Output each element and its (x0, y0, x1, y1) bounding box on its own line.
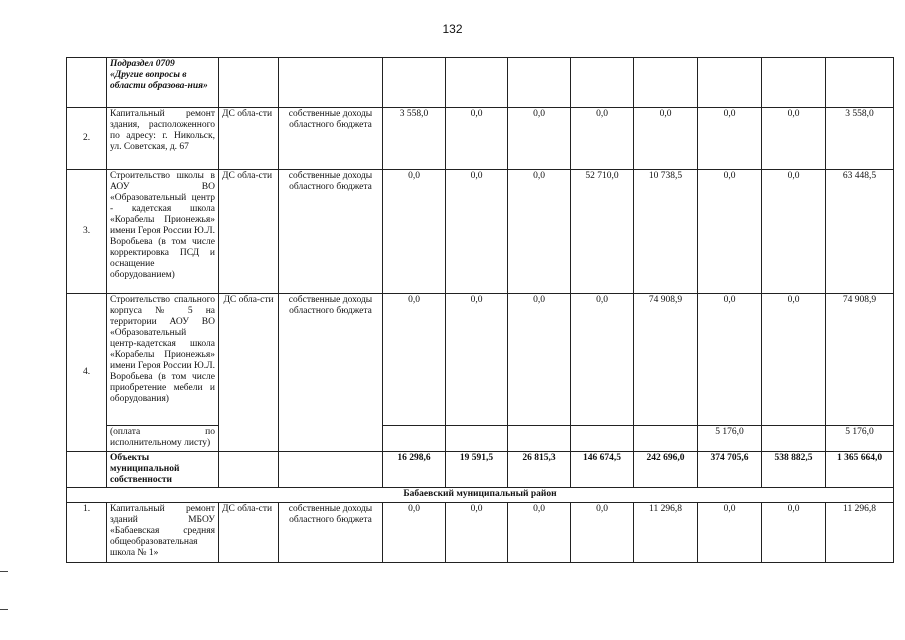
cell (826, 58, 894, 108)
value-cell: 11 296,8 (826, 503, 894, 563)
district-band-row (67, 488, 894, 503)
object-subname: (оплата по исполнительному листу) (107, 426, 219, 452)
value-cell (383, 426, 446, 452)
object-name: Строительство спального корпуса № 5 на территории АОУ ВО «Образовательный центр-кадетская школа «Корабелы Прионежья» имени Героя России Ю.Л. Воробьева (в том числе приобретение мебели и оборудования) (107, 294, 219, 426)
table-row (67, 503, 894, 563)
value-cell: 0,0 (446, 170, 508, 294)
row-number: 2. (67, 108, 107, 170)
value-cell: 0,0 (571, 108, 634, 170)
value-cell: 0,0 (634, 108, 698, 170)
funding-source: собственные доходы областного бюджета (279, 108, 383, 170)
value-cell: 5 176,0 (698, 426, 762, 452)
value-cell: 0,0 (508, 170, 571, 294)
value-cell: 11 296,8 (634, 503, 698, 563)
value-cell: 0,0 (508, 294, 571, 426)
object-name: Капитальный ремонт здания, расположенного по адресу: г. Никольск, ул. Советская, д. 67 (107, 108, 219, 170)
value-cell: 0,0 (698, 503, 762, 563)
value-cell (762, 426, 826, 452)
page-number: 132 (442, 22, 463, 36)
value-cell: 52 710,0 (571, 170, 634, 294)
customer: ДС обла-сти (219, 170, 279, 294)
total-value: 538 882,5 (762, 452, 826, 488)
table-subrow (67, 426, 894, 452)
cell (383, 58, 446, 108)
value-cell: 0,0 (446, 294, 508, 426)
cell (67, 452, 107, 488)
value-cell (508, 426, 571, 452)
cell (508, 58, 571, 108)
value-cell (446, 426, 508, 452)
customer: ДС обла-сти (219, 294, 279, 452)
value-cell: 3 558,0 (383, 108, 446, 170)
customer: ДС обла-сти (219, 108, 279, 170)
cell (634, 58, 698, 108)
cell (67, 58, 107, 108)
value-cell: 0,0 (762, 170, 826, 294)
total-label: Объекты муниципальной собственности (107, 452, 219, 488)
value-cell: 0,0 (383, 503, 446, 563)
row-number: 3. (67, 170, 107, 294)
budget-table (66, 57, 894, 563)
value-cell (571, 426, 634, 452)
subsection-title (107, 58, 219, 108)
value-cell: 0,0 (508, 108, 571, 170)
value-cell: 5 176,0 (826, 426, 894, 452)
value-cell: 63 448,5 (826, 170, 894, 294)
cell (446, 58, 508, 108)
value-cell: 3 558,0 (826, 108, 894, 170)
margin-mark (0, 571, 8, 572)
funding-source: собственные доходы областного бюджета (279, 503, 383, 563)
value-cell: 0,0 (698, 170, 762, 294)
cell (279, 452, 383, 488)
value-cell: 0,0 (383, 170, 446, 294)
table-row (67, 170, 894, 294)
total-value: 1 365 664,0 (826, 452, 894, 488)
customer: ДС обла-сти (219, 503, 279, 563)
subsection-code: Подраздел 0709 (110, 59, 175, 69)
cell (571, 58, 634, 108)
funding-source: собственные доходы областного бюджета (279, 294, 383, 452)
subsection-name: «Другие вопросы в области образова-ния» (110, 70, 208, 91)
value-cell: 10 738,5 (634, 170, 698, 294)
value-cell: 0,0 (698, 294, 762, 426)
table-row (67, 108, 894, 170)
value-cell: 0,0 (446, 108, 508, 170)
total-value: 374 705,6 (698, 452, 762, 488)
object-name: Капитальный ремонт зданий МБОУ «Бабаевская средняя общеобразовательная школа № 1» (107, 503, 219, 563)
table-row (67, 294, 894, 426)
total-value: 146 674,5 (571, 452, 634, 488)
value-cell: 0,0 (446, 503, 508, 563)
margin-mark (0, 609, 8, 610)
row-number: 1. (67, 503, 107, 563)
value-cell: 74 908,9 (826, 294, 894, 426)
total-row (67, 452, 894, 488)
value-cell: 74 908,9 (634, 294, 698, 426)
object-name: Строительство школы в АОУ ВО «Образовательный центр - кадетская школа «Корабелы Прионежья» имени Героя России Ю.Л. Воробьева (в том числе корректировка ПСД и оснащение оборудованием) (107, 170, 219, 294)
cell (762, 58, 826, 108)
cell (219, 452, 279, 488)
cell (219, 58, 279, 108)
total-value: 19 591,5 (446, 452, 508, 488)
value-cell: 0,0 (383, 294, 446, 426)
value-cell: 0,0 (508, 503, 571, 563)
value-cell: 0,0 (762, 108, 826, 170)
total-value: 242 696,0 (634, 452, 698, 488)
total-value: 16 298,6 (383, 452, 446, 488)
total-value: 26 815,3 (508, 452, 571, 488)
cell (698, 58, 762, 108)
value-cell: 0,0 (571, 503, 634, 563)
subsection-row (67, 58, 894, 108)
row-number: 4. (67, 294, 107, 452)
value-cell: 0,0 (698, 108, 762, 170)
district-band: Бабаевский муниципальный район (67, 488, 894, 503)
cell (279, 58, 383, 108)
value-cell: 0,0 (762, 503, 826, 563)
value-cell: 0,0 (762, 294, 826, 426)
funding-source: собственные доходы областного бюджета (279, 170, 383, 294)
value-cell: 0,0 (571, 294, 634, 426)
value-cell (634, 426, 698, 452)
